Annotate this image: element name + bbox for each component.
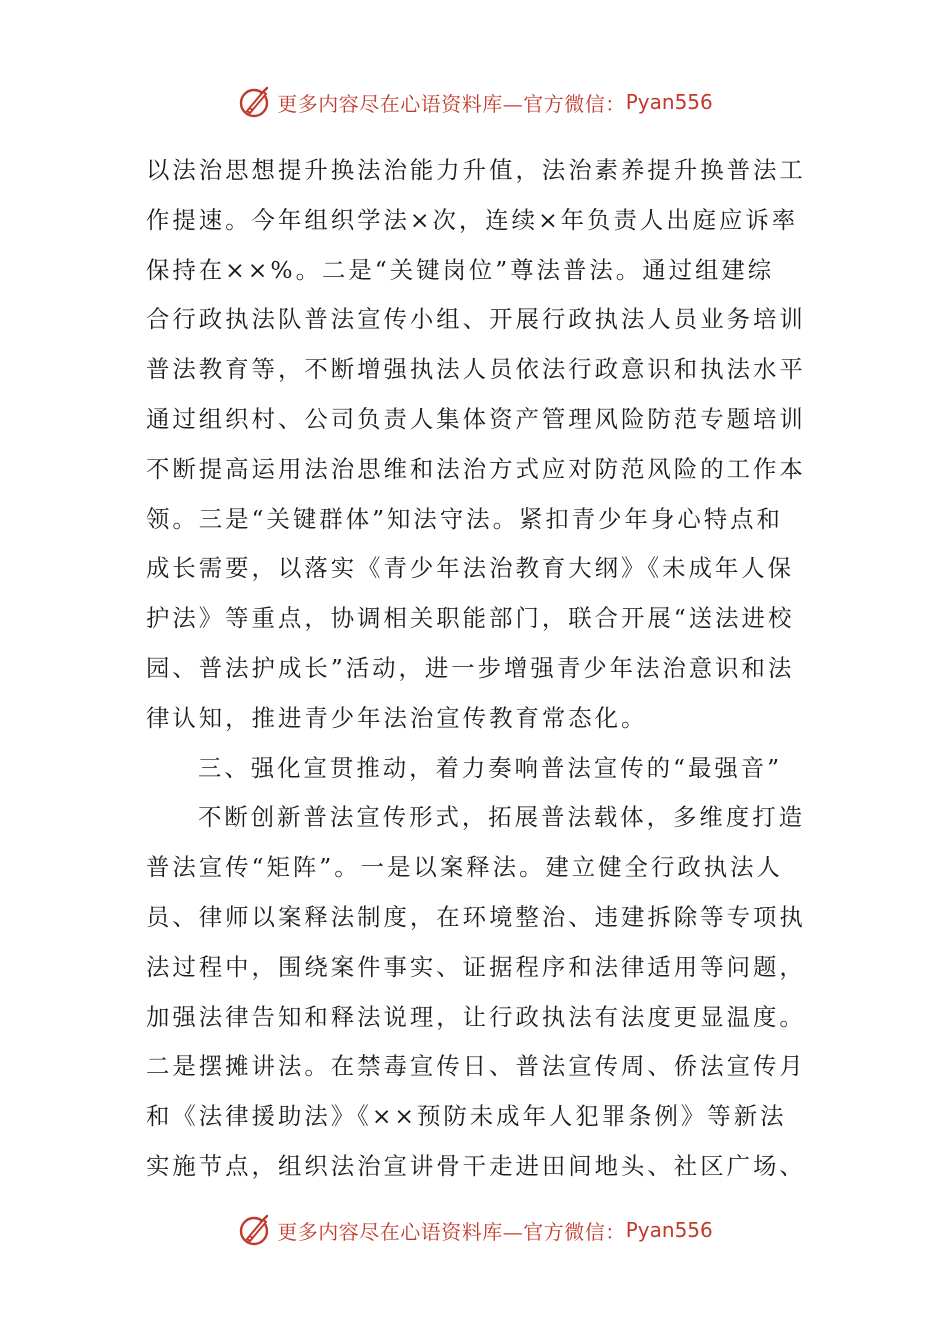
text-line: 法过程中，围绕案件事实、证据程序和法律适用等问题， [146,952,806,981]
text-line: 律认知，推进青少年法治宣传教育常态化。 [146,703,648,732]
section-heading [146,744,806,794]
paragraph-1 [146,146,806,744]
text-line: 成长需要，以落实《青少年法治教育大纲》《未成年人保 [146,554,795,583]
text-line: 合行政执法队普法宣传小组、开展行政执法人员业务培训 [146,305,806,334]
quill-seal-icon [237,84,273,120]
watermark-banner-bottom [0,1208,950,1252]
text-line: 领。三是“关键群体”知法守法。紧扣青少年身心特点和 [146,504,783,533]
text-line: 保持在××%。二是“关键岗位”尊法普法。通过组建综 [146,255,775,284]
section-heading-text: 三、强化宣贯推动，着力奏响普法宣传的“最强音” [198,753,783,782]
text-line: 普法宣传“矩阵”。一是以案释法。建立健全行政执法人 [146,853,783,882]
watermark-banner-top [0,80,950,124]
watermark-wechat-id: Pyan556 [625,1218,713,1242]
text-line: 不断创新普法宣传形式，拓展普法载体，多维度打造 [198,803,805,832]
text-line: 不断提高运用法治思维和法治方式应对防范风险的工作本 [146,454,806,483]
text-line: 以法治思想提升换法治能力升值，法治素养提升换普法工 [146,156,806,184]
text-line: 和《法律援助法》《××预防未成年人犯罪条例》等新法 [146,1102,787,1131]
document-body [146,146,806,1192]
paragraph-2 [146,793,806,1191]
text-line: 普法教育等，不断增强执法人员依法行政意识和执法水平 [146,355,806,384]
text-line: 加强法律告知和释法说理，让行政执法有法度更显温度。 [146,1002,806,1031]
text-line: 通过组织村、公司负责人集体资产管理风险防范专题培训 [146,404,806,433]
watermark-text: 更多内容尽在心语资料库—官方微信： [277,1219,626,1244]
text-line: 二是摆摊讲法。在禁毒宣传日、普法宣传周、侨法宣传月 [146,1052,806,1081]
quill-seal-icon [237,1212,273,1248]
watermark-wechat-id: Pyan556 [625,90,713,114]
text-line: 园、普法护成长”活动，进一步增强青少年法治意识和法 [146,653,795,682]
watermark-text: 更多内容尽在心语资料库—官方微信： [277,91,626,116]
text-line: 作提速。今年组织学法×次，连续×年负责人出庭应诉率 [146,205,799,234]
text-line: 实施节点，组织法治宣讲骨干走进田间地头、社区广场、 [146,1151,806,1180]
text-line: 护法》等重点，协调相关职能部门，联合开展“送法进校 [146,604,795,633]
text-line: 员、律师以案释法制度，在环境整治、违建拆除等专项执 [146,902,806,931]
